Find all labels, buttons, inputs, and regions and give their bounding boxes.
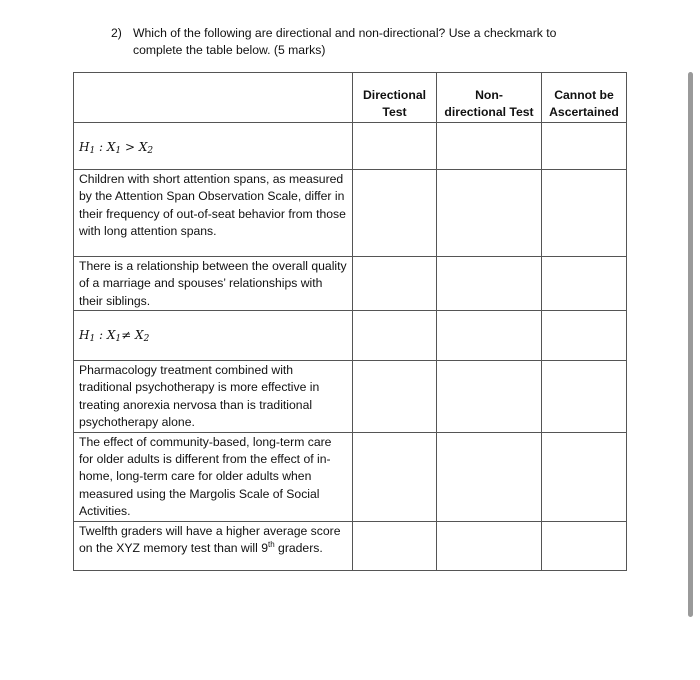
statement-community-care: The effect of community-based, long-term care for older adults is different from the effect of in-home, long-term care for older adults when measured using the Margolis Scale of Social Activities. <box>74 432 353 521</box>
answer-table <box>73 72 627 571</box>
table-row <box>74 361 627 433</box>
table-row <box>74 311 627 361</box>
statement-twelfth-graders: Twelfth graders will have a higher average score on the XYZ memory test than will 9th graders. <box>74 521 353 570</box>
checkbox-cell-directional[interactable] <box>353 432 437 521</box>
table-row <box>74 432 627 521</box>
statement-marriage-siblings: There is a relationship between the overall quality of a marriage and spouses’ relationships with their siblings. <box>74 256 353 310</box>
question-number: 2) <box>111 26 122 40</box>
checkbox-cell-cannot-ascertain[interactable] <box>542 521 627 570</box>
statement-attention-spans: Children with short attention spans, as measured by the Attention Span Observation Scale, differ in their frequency of out-of-seat behavior from those with long attention spans. <box>74 169 353 256</box>
header-cannot-be-ascertained: Cannot be Ascertained <box>542 73 627 123</box>
checkbox-cell-non-directional[interactable] <box>437 311 542 361</box>
checkbox-cell-non-directional[interactable] <box>437 169 542 256</box>
checkbox-cell-cannot-ascertain[interactable] <box>542 169 627 256</box>
checkbox-cell-directional[interactable] <box>353 122 437 169</box>
checkbox-cell-non-directional[interactable] <box>437 361 542 433</box>
checkbox-cell-cannot-ascertain[interactable] <box>542 361 627 433</box>
checkbox-cell-directional[interactable] <box>353 311 437 361</box>
checkbox-cell-non-directional[interactable] <box>437 122 542 169</box>
table-header-row <box>74 73 627 123</box>
checkbox-cell-directional[interactable] <box>353 521 437 570</box>
checkbox-cell-directional[interactable] <box>353 361 437 433</box>
checkbox-cell-cannot-ascertain[interactable] <box>542 256 627 310</box>
statement-header-cell <box>74 73 353 123</box>
checkbox-cell-directional[interactable] <box>353 169 437 256</box>
checkbox-cell-cannot-ascertain[interactable] <box>542 432 627 521</box>
checkbox-cell-non-directional[interactable] <box>437 521 542 570</box>
vertical-scrollbar[interactable] <box>688 72 693 617</box>
hypothesis-not-equal: $H_1$ : $X_1\ne X_2$ <box>74 311 353 361</box>
table-row <box>74 521 627 570</box>
checkbox-cell-cannot-ascertain[interactable] <box>542 311 627 361</box>
question-text: Which of the following are directional and non-directional? Use a checkmark to complete the table below. (5 marks) <box>133 26 557 57</box>
checkbox-cell-non-directional[interactable] <box>437 256 542 310</box>
header-directional-test: Directional Test <box>353 73 437 123</box>
header-non-directional-test: Non- directional Test <box>437 73 542 123</box>
checkbox-cell-cannot-ascertain[interactable] <box>542 122 627 169</box>
checkbox-cell-directional[interactable] <box>353 256 437 310</box>
table-row <box>74 122 627 169</box>
statement-pharmacology: Pharmacology treatment combined with traditional psychotherapy is more effective in treating anorexia nervosa than is traditional psychotherapy alone. <box>74 361 353 433</box>
table-row <box>74 169 627 256</box>
question-prompt <box>111 25 581 59</box>
checkbox-cell-non-directional[interactable] <box>437 432 542 521</box>
table-row <box>74 256 627 310</box>
hypothesis-greater-than: $H_1$ : $X_1 > X_2$ <box>74 122 353 169</box>
